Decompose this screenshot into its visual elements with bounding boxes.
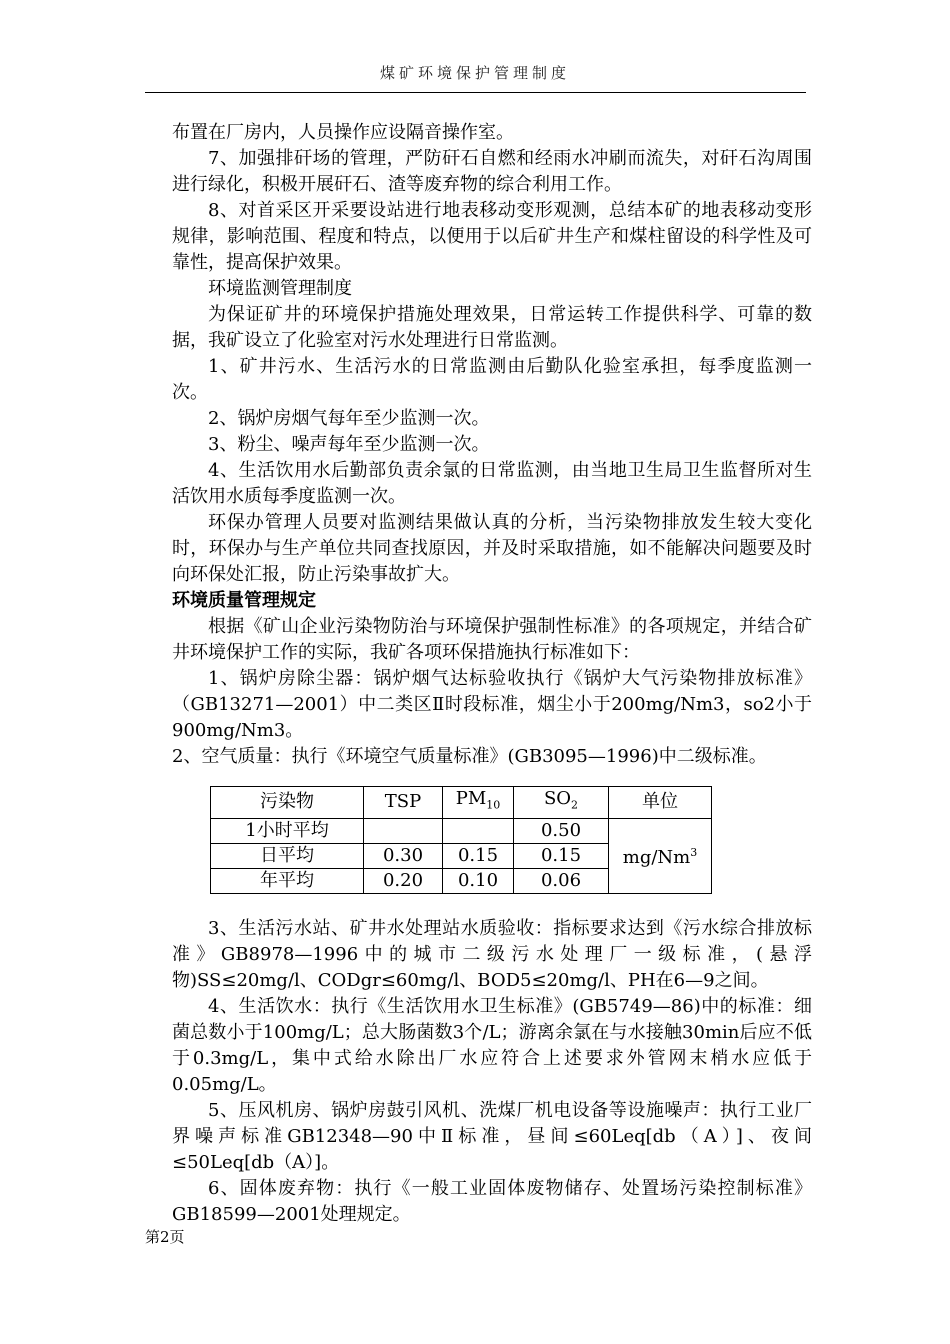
- header-rule: [145, 92, 806, 93]
- paragraph: 5、压风机房、锅炉房鼓引风机、洗煤厂机电设备等设施噪声：执行工业厂界噪声标准GB12348—90中Ⅱ标准，昼间≤60Leq[db（A）]、夜间≤50Leq[db（A）]。: [172, 1099, 812, 1173]
- unit-sup: 3: [690, 846, 698, 860]
- paragraph: 3、粉尘、噪声每年至少监测一次。: [208, 434, 490, 455]
- so-base: SO: [543, 788, 572, 809]
- cell-tsp: 0.20: [364, 868, 443, 893]
- header-pollutant: 污染物: [211, 787, 364, 819]
- cell-pm10: 0.15: [443, 843, 514, 868]
- header-pm10: [443, 787, 514, 819]
- paragraph: 根据《矿山企业污染物防治与环境保护强制性标准》的各项规定，并结合矿井环境保护工作的实际，我矿各项环保措施执行标准如下：: [172, 616, 812, 663]
- so-sub: 2: [571, 798, 579, 812]
- cell-so2: 0.15: [514, 843, 609, 868]
- cell-pm10: [443, 818, 514, 843]
- header-tsp: TSP: [364, 787, 443, 819]
- pollutant-standard-table: [210, 786, 712, 894]
- header-so2: [514, 787, 609, 819]
- cell-so2: 0.50: [514, 818, 609, 843]
- paragraph: 4、生活饮用水后勤部负责余氯的日常监测，由当地卫生局卫生监督所对生活饮用水质每季度监测一次。: [172, 460, 812, 507]
- spacer: [172, 770, 812, 786]
- paragraph: 环保办管理人员要对监测结果做认真的分析，当污染物排放发生较大变化时，环保办与生产单位共同查找原因，并及时采取措施，如不能解决问题要及时向环保处汇报，防止污染事故扩大。: [172, 512, 812, 585]
- section-title: 环境质量管理规定: [172, 590, 316, 611]
- paragraph: 1、矿井污水、生活污水的日常监测由后勤队化验室承担，每季度监测一次。: [172, 356, 812, 403]
- row-label: 日平均: [211, 843, 364, 868]
- row-label: 年平均: [211, 868, 364, 893]
- spacer: [172, 894, 812, 916]
- document-body: [172, 120, 812, 1228]
- paragraph: 2、空气质量：执行《环境空气质量标准》(GB3095—1996)中二级标准。: [172, 746, 767, 767]
- paragraph: 1、锅炉房除尘器：锅炉烟气达标验收执行《锅炉大气污染物排放标准》（GB13271—2001）中二类区Ⅱ时段标准，烟尘小于200mg/Nm3，so2小于900mg/Nm3。: [172, 668, 812, 741]
- header-unit: 单位: [609, 787, 712, 819]
- paragraph: 4、生活饮水：执行《生活饮用水卫生标准》(GB5749—86)中的标准：细菌总数小于100mg/L；总大肠菌数3个/L；游离余氯在与水接触30min后应不低于0.3mg/L，集中式给水除出厂水应符合上述要求外管网末梢水应低于0.05mg/L。: [172, 995, 812, 1095]
- paragraph: 7、加强排矸场的管理，严防矸石自燃和经雨水冲刷而流失，对矸石沟周围进行绿化，积极开展矸石、渣等废弃物的综合利用工作。: [172, 148, 812, 195]
- paragraph: 2、锅炉房烟气每年至少监测一次。: [208, 408, 490, 429]
- subsection-heading: 环境监测管理制度: [208, 278, 352, 299]
- page-header: 煤矿环境保护管理制度: [379, 64, 570, 82]
- paragraph: 6、固体废弃物：执行《一般工业固体废物储存、处置场污染控制标准》GB18599—2001处理规定。: [172, 1177, 812, 1225]
- cell-pm10: 0.10: [443, 868, 514, 893]
- cell-tsp: [364, 818, 443, 843]
- paragraph: 为保证矿井的环境保护措施处理效果，日常运转工作提供科学、可靠的数据，我矿设立了化验室对污水处理进行日常监测。: [172, 304, 812, 351]
- table-row: [211, 818, 712, 843]
- cell-so2: 0.06: [514, 868, 609, 893]
- cell-unit: [609, 818, 712, 893]
- page-number: 第2页: [145, 1228, 185, 1246]
- unit-base: mg/Nm: [622, 847, 691, 869]
- pm-base: PM: [455, 788, 487, 809]
- row-label: 1小时平均: [211, 818, 364, 843]
- table-header-row: [211, 787, 712, 819]
- paragraph: 3、生活污水站、矿井水处理站水质验收：指标要求达到《污水综合排放标准》GB8978—1996中的城市二级污水处理厂一级标准，(悬浮物)SS≤20mg/l、CODgr≤60mg/l、BOD5≤20mg/l、PH在6—9之间。: [172, 917, 812, 991]
- paragraph: 8、对首采区开采要设站进行地表移动变形观测，总结本矿的地表移动变形规律，影响范围、程度和特点，以便用于以后矿井生产和煤柱留设的科学性及可靠性，提高保护效果。: [172, 200, 812, 273]
- paragraph: 布置在厂房内，人员操作应设隔音操作室。: [172, 122, 514, 143]
- cell-tsp: 0.30: [364, 843, 443, 868]
- pm-sub: 10: [486, 798, 501, 812]
